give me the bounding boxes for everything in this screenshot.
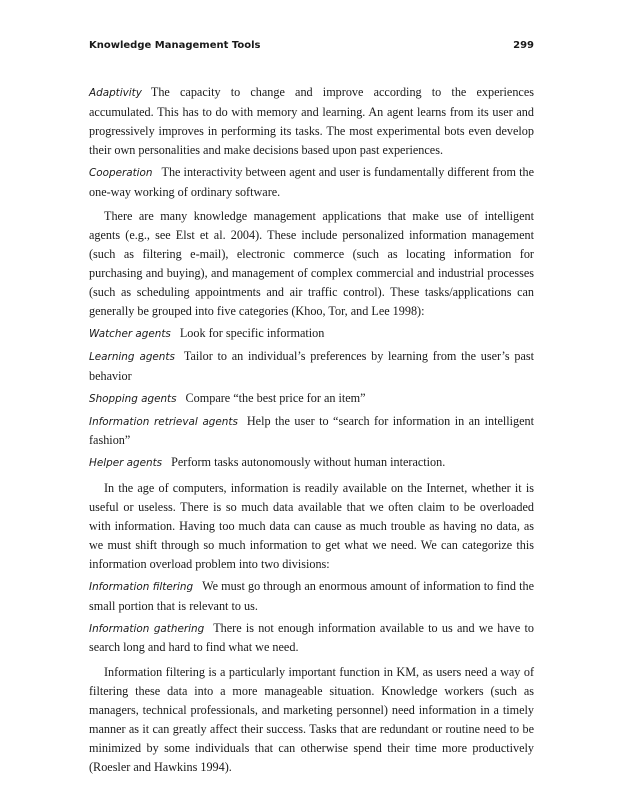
definition-watcher-agents — [89, 324, 534, 344]
definition-text: The interactivity between agent and user is fundamentally different from the one-way working of ordinary software. — [89, 164, 534, 199]
definition-text: Perform tasks autonomously without human interaction. — [171, 455, 446, 470]
definition-text: Look for specific information — [179, 325, 325, 340]
paragraph-information-filtering-km: Information filtering is a particularly important function in KM, as users need a way of filtering these data into a more manageable situation. Knowledge workers (such as managers, technical professionals, and marketing personnel) need information in a timely manner as it can greatly affect their success. Tasks that are redundant or routine need to be minimized by some individuals that can otherwise spend their time more productively (Roesler and Hawkins 1994). — [89, 665, 534, 774]
definition-term: Shopping agents — [89, 392, 177, 405]
definition-information-gathering — [89, 619, 534, 658]
definition-text: The capacity to change and improve according to the experiences accumulated. This has to do with memory and learning. An agent learns from its user and progressively improves in performing its tasks. The most experimental bots even develop their own personalities and make decisions based upon past experiences. — [89, 85, 534, 157]
definition-term: Information retrieval agents — [89, 415, 238, 428]
definition-term: Information gathering — [89, 622, 205, 635]
definition-text: Tailor to an individual’s preferences by learning from the user’s past behavior — [89, 348, 534, 383]
definition-text: There is not enough information available to us and we have to search long and hard to find what we need. — [89, 620, 534, 655]
body-text — [89, 83, 534, 777]
definition-text: Compare “the best price for an item” — [185, 390, 366, 405]
definition-term: Helper agents — [89, 457, 163, 470]
definition-cooperation — [89, 163, 534, 202]
page-number: 299 — [513, 40, 534, 51]
running-head — [89, 40, 534, 56]
definition-helper-agents — [89, 453, 534, 473]
definition-term: Cooperation — [89, 166, 153, 179]
paragraph-km-applications: There are many knowledge management applications that make use of intelligent agents (e.g., see Elst et al. 2004). These include personalized information management (such as filtering e-mail), electronic commerce (such as locating information for purchasing and buying), and management of complex commercial and industrial processes (such as scheduling appointments and air traffic control). These tasks/applications can generally be grouped into five categories (Khoo, Tor, and Lee 1998): — [89, 209, 534, 318]
definition-term: Information filtering — [89, 580, 194, 593]
definition-adaptivity — [89, 83, 534, 160]
definition-information-retrieval-agents — [89, 412, 534, 451]
definition-term: Learning agents — [89, 350, 175, 363]
definition-term: Adaptivity — [89, 87, 142, 99]
definition-text: Help the user to “search for information in an intelligent fashion” — [89, 413, 534, 448]
definition-term: Watcher agents — [89, 327, 171, 340]
definition-shopping-agents — [89, 389, 534, 409]
definition-learning-agents — [89, 347, 534, 386]
definition-text: We must go through an enormous amount of information to find the small portion that is relevant to us. — [89, 578, 534, 613]
paragraph-information-overload: In the age of computers, information is readily available on the Internet, whether it is useful or useless. There is so much data available that we often claim to be overloaded with information. Having too much data can cause as much trouble as having no data, as we must shift through so much information to get what we need. We can categorize this information overload problem into two divisions: — [89, 481, 534, 571]
definition-information-filtering — [89, 577, 534, 616]
running-head-title: Knowledge Management Tools — [89, 40, 261, 51]
